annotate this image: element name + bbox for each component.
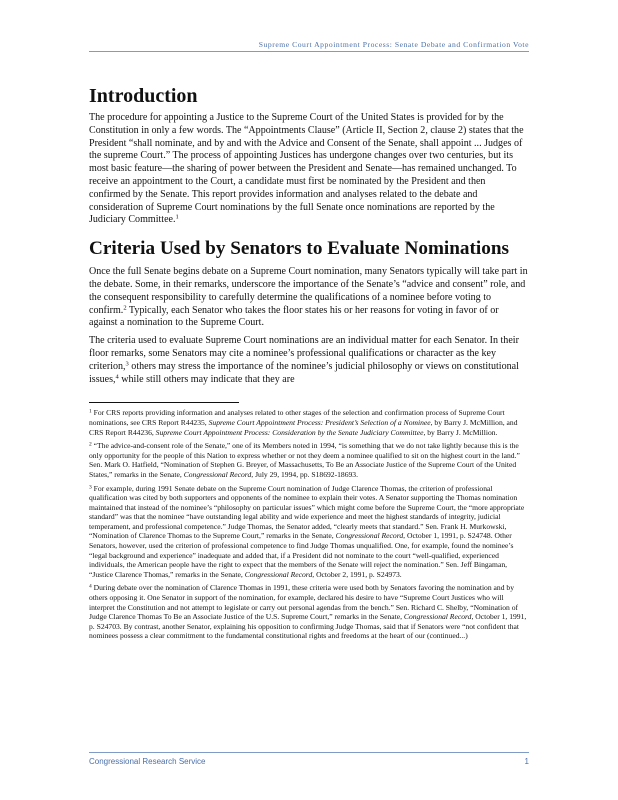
footnote-ref-1[interactable]: 1 [175, 213, 179, 221]
criteria-p2-text-c: while still others may indicate that they are [118, 373, 295, 385]
footnote-text: , July 29, 1994, pp. S18692-18693. [251, 469, 359, 479]
footnote-citation-title: Congressional Record [403, 612, 472, 622]
footnote-text: , October 1, 1991, p. S24748. Other Senators, however, used the criterion of professional competence to find Judge Thomas unqualified. One, for example, found the nominee’s “legal background and experience” inadequate and added that, if a President did not nominate to the court “well-qualified, experienced individuals, the American people have the right to expect that the members of the Senate will reject the nomination.” Sen. Jeff Bingaman, “Justice Clarence Thomas,” remarks in the Senate, [89, 531, 514, 579]
header-rule [89, 51, 529, 52]
footnote-text: “The advice-and-consent role of the Senate,” one of its Members noted in 1994, “is something that we do not take lightly because this is the only opportunity for the people of this Nation to express whether or not they deem a nominee qualified to sit on the highest court in the land.” Sen. Mark O. Hatfield, “Nomination of Stephen G. Breyer, of Massachusetts, To Be an Associate Justice of the Supreme Court of the United States,” remarks in the Senate, [89, 441, 520, 479]
introduction-heading: Introduction [89, 85, 198, 107]
footnote-citation-title: Supreme Court Appointment Process: Consideration by the Senate Judiciary Committee [155, 427, 424, 437]
footnote-text: During debate over the nomination of Clarence Thomas in 1991, these criteria were used both by Senators favoring the nomination and by others opposing it. One Senator in support of the nomination, for example, declared his desire to have “Supreme Court Justices who will interpret the Constitution and not attempt to legislate or carry out personal agendas from the bench.” Sen. Richard C. Shelby, “Nomination of Judge Clarence Thomas To Be an Associate Justice of the U.S. Supreme Court,” remarks in the Senate, [89, 583, 519, 622]
footnote-ref-2[interactable]: 2 [123, 304, 127, 312]
footnote-citation-title: Congressional Record [335, 531, 404, 541]
footnotes [89, 408, 529, 641]
footnote-number: 4 [89, 583, 92, 590]
footnote-separator [89, 402, 239, 403]
footnote-number: 1 [89, 408, 92, 415]
criteria-p2-text-b: others may stress the importance of the nominee’s judicial philosophy or views on constitutional issues, [89, 360, 519, 385]
footnote-4 [89, 583, 529, 641]
introduction-paragraph-text: The procedure for appointing a Justice to the Supreme Court of the United States is provided for by the Constitution in only a few words. The “Appointments Clause” (Article II, Section 2, clause 2) states that the President “shall nominate, and by and with the Advice and Consent of the Senate, shall appoint ... Judges of the supreme Court.” The process of appointing Justices has undergone changes over two centuries, but its most basic feature—the sharing of power between the President and Senate—has remained unchanged. To receive an appointment to the Court, a candidate must first be nominated by the President and then confirmed by the Senate. This report provides information and analyses related to the debate and consideration of Supreme Court nominations by the full Senate once nominations are reported by the Judiciary Committee. [89, 112, 524, 226]
page-number: 1 [524, 757, 529, 766]
criteria-p2-text-a: The criteria used to evaluate Supreme Court nominations are an individual matter for each Senator. In their floor remarks, some Senators may cite a nominee’s professional qualifications or character as the key criterion, [89, 335, 519, 372]
introduction-paragraph [89, 112, 529, 227]
footnote-number: 3 [89, 484, 92, 490]
footnote-citation-title: Congressional Record [183, 469, 252, 479]
footnote-1 [89, 408, 529, 437]
criteria-paragraph-2 [89, 335, 529, 386]
page-content [89, 84, 529, 645]
footnote-ref-3[interactable]: 3 [125, 360, 129, 368]
criteria-p1-text-a: Once the full Senate begins debate on a Supreme Court nomination, many Senators typically will take part in the debate. Some, in their remarks, underscore the importance of the Senate’s “advice and consent” role, and the consequent responsibility to carefully determine the qualifications of a nominee before voting to confirm. [89, 266, 528, 316]
footnote-text: , October 1, 1991, p. S24703. By contrast, another Senator, explaining his opposition to confirming Judge Thomas, said that if Senators were “not confident that nominees possess a clear commitment to the fundamental constitutional rights and freedoms at the heart of our (continued...) [89, 612, 527, 641]
footer-rule [89, 752, 529, 753]
footnote-text: , October 2, 1991, p. S24973. [312, 569, 402, 579]
footnote-text: , by Barry J. McMillion, and CRS Report R44236, [89, 417, 518, 437]
footnote-text: For example, during 1991 Senate debate on the Supreme Court nomination of Judge Clarence Thomas, the criterion of professional qualification was cited by both supporters and opponents of the nominee to explain their votes. A Senator supporting the Thomas nomination maintained that instead of the nominee’s “philosophy on particular issues” which might come before the Supreme Court, the “more appropriate standard” was that the nominee “have outstanding legal ability and wide experience and meet the highest standards of integrity, judicial temperament, and professional competence.” Judge Thomas, the Senator added, “clearly meets that standard.” Sen. Frank H. Murkowski, “Nomination of Clarence Thomas to the Supreme Court,” remarks in the Senate, [89, 483, 525, 541]
footnote-citation-title: Supreme Court Appointment Process: President’s Selection of a Nominee [208, 417, 431, 427]
footnote-text: For CRS reports providing information and analyses related to other stages of the selection and confirmation process of Supreme Court nominations, see CRS Report R44235, [89, 408, 505, 427]
footnote-ref-4[interactable]: 4 [115, 373, 119, 381]
criteria-p1-text-b: Typically, each Senator who takes the floor states his or her reasons for voting in favor of or against a nomination to the Supreme Court. [89, 304, 499, 329]
footnote-text: , by Barry J. McMillion. [423, 427, 498, 437]
footnote-citation-title: Congressional Record [244, 569, 313, 579]
footnote-2 [89, 441, 529, 479]
criteria-paragraph-1 [89, 266, 529, 330]
running-header: Supreme Court Appointment Process: Senate Debate and Confirmation Vote [258, 40, 529, 49]
footnote-3 [89, 484, 529, 580]
criteria-heading: Criteria Used by Senators to Evaluate Nominations [89, 238, 509, 260]
footnote-number: 2 [89, 441, 92, 448]
footer-organization: Congressional Research Service [89, 757, 206, 766]
